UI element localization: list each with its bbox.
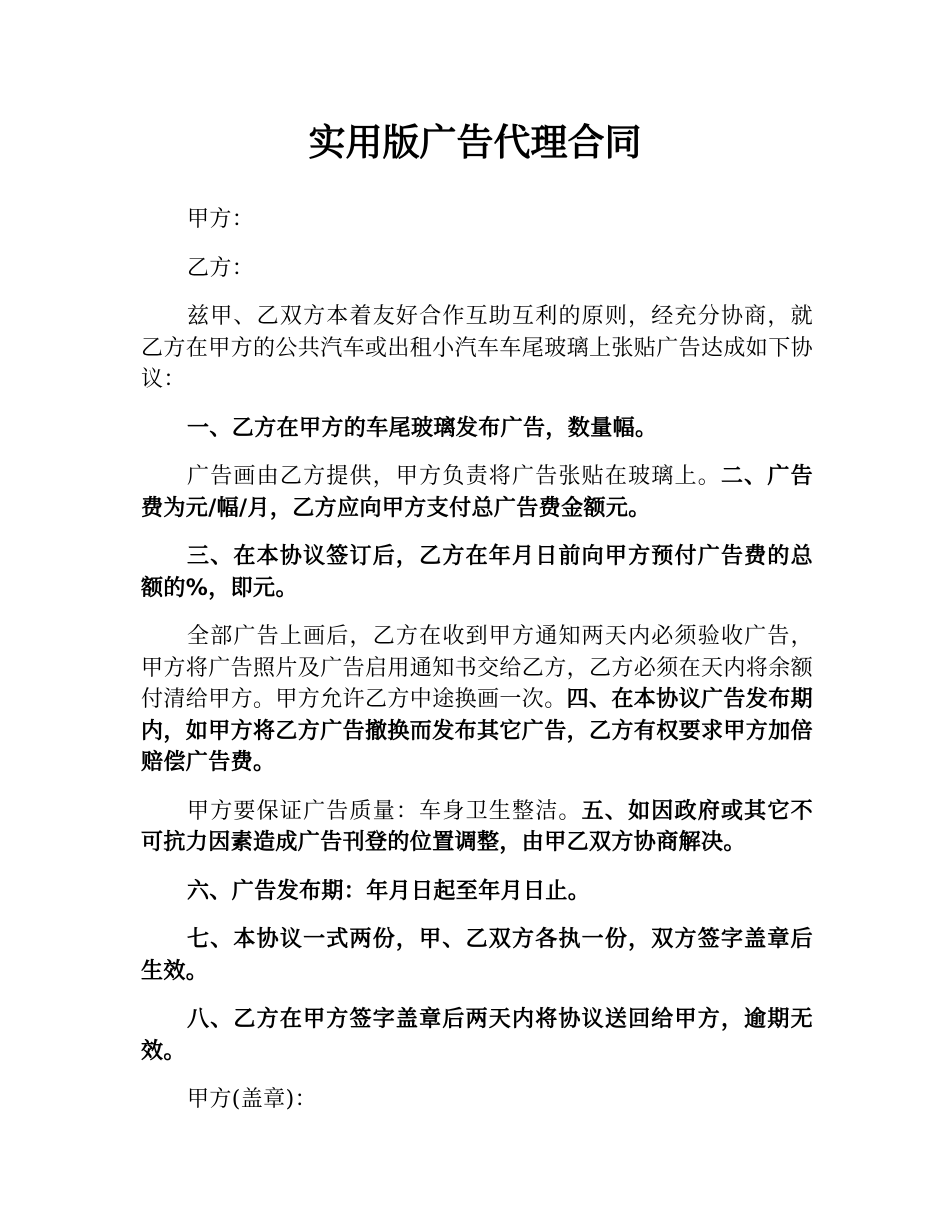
document-body	[141, 204, 813, 1133]
clause-6-heading: 六、广告发布期：年月日起至年月日止。	[187, 878, 591, 904]
clause-3-4-paragraph	[141, 621, 813, 779]
clause-4-text: 甲方要保证广告质量：车身卫生整洁。	[187, 798, 582, 824]
party-b-line: 乙方：	[187, 255, 255, 281]
clause-8-heading: 八、乙方在甲方签字盖章后两天内将协议送回给甲方，逾期无效。	[141, 1007, 813, 1064]
clause-1-text: 广告画由乙方提供，甲方负责将广告张贴在玻璃上。	[187, 464, 721, 489]
clause-5-heading: 五、如因政府或其它不可抗力因素造成广告刊登的位置调整，由甲乙双方协商解决。	[141, 798, 813, 855]
document-title: 实用版广告代理合同	[308, 121, 642, 164]
signature-party-a: 甲方(盖章)：	[187, 1087, 317, 1112]
clause-1-2-paragraph	[141, 461, 813, 524]
clause-7-heading: 七、本协议一式两份，甲、乙双方各执一份，双方签字盖章后生效。	[141, 927, 813, 984]
party-a-line: 甲方：	[187, 207, 255, 232]
intro-paragraph: 兹甲、乙双方本着友好合作互助互利的原则，经充分协商，就乙方在甲方的公共汽车或出租小汽车车尾玻璃上张贴广告达成如下协议：	[141, 304, 814, 392]
clause-3-heading: 三、在本协议签订后，乙方在年月日前向甲方预付广告费的总额的%，即元。	[141, 544, 813, 601]
clause-3-text: 全部广告上画后，乙方在收到甲方通知两天内必须验收广告，甲方将广告照片及广告启用通知书交给乙方，乙方必须在天内将余额付清给甲方。甲方允许乙方中途换画一次。	[141, 624, 814, 712]
clause-4-5-paragraph	[141, 796, 813, 859]
clause-4-heading: 四、在本协议广告发布期内，如甲方将乙方广告撤换而发布其它广告，乙方有权要求甲方加倍赔偿广告费。	[141, 687, 814, 775]
clause-2-heading: 二、广告费为元/幅/月，乙方应向甲方支付总广告费金额元。	[141, 464, 813, 521]
clause-1-heading: 一、乙方在甲方的车尾玻璃发布广告，数量幅。	[187, 415, 658, 441]
